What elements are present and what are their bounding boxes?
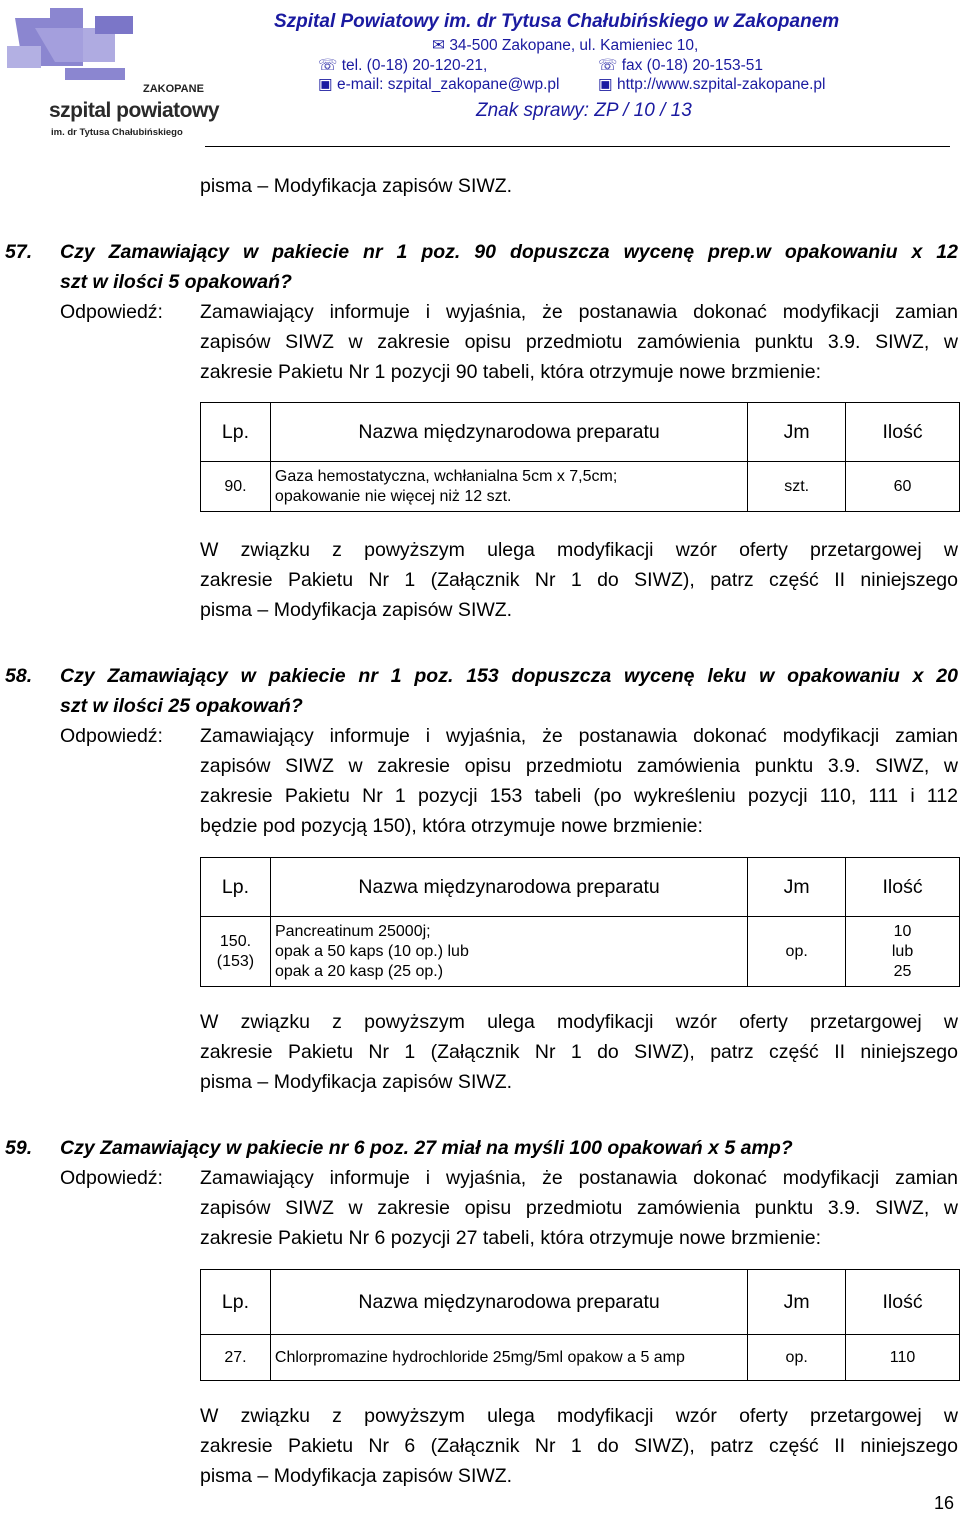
hospital-name: Szpital Powiatowy im. dr Tytusa Chałubińskiego w Zakopanem: [274, 11, 840, 32]
answer-text: Zamawiający informuje i wyjaśnia, że postanawia dokonać modyfikacji zamian: [200, 301, 958, 323]
case-reference: Znak sprawy: ZP / 10 / 13: [476, 100, 692, 121]
closing-text: pisma – Modyfikacja zapisów SIWZ.: [200, 599, 513, 621]
row-name: [270, 462, 747, 512]
row-name-line: Pancreatinum 25000j;: [274, 922, 431, 940]
row-unit: szt.: [748, 462, 846, 512]
answer-text: zapisów SIWZ w zakresie opisu przedmiotu zamówienia punktu 3.9. SIWZ, w: [200, 331, 958, 353]
closing-text: zakresie Pakietu Nr 1 (Załącznik Nr 1 do SIWZ), patrz część II niniejszego: [200, 1041, 958, 1063]
closing-text: W związku z powyższym ulega modyfikacji wzór oferty przetargowej w: [200, 539, 958, 561]
row-name-line: Gaza hemostatyczna, wchłanialna 5cm x 7,5cm;: [274, 467, 618, 485]
row-lp: [201, 917, 271, 987]
col-header-lp: Lp.: [201, 403, 271, 462]
answer-text: Zamawiający informuje i wyjaśnia, że postanawia dokonać modyfikacji zamian: [200, 725, 958, 747]
row-lp: 90.: [201, 462, 271, 512]
question-number: 58.: [5, 665, 33, 687]
answer-text: zapisów SIWZ w zakresie opisu przedmiotu zamówienia punktu 3.9. SIWZ, w: [200, 755, 958, 777]
col-header-name: Nazwa międzynarodowa preparatu: [270, 403, 747, 462]
answer-text: zakresie Pakietu Nr 1 pozycji 153 tabeli (po wykreśleniu pozycji 110, 111 i 112: [200, 785, 958, 807]
col-header-qty: Ilość: [846, 1270, 960, 1335]
row-qty: [846, 917, 960, 987]
col-header-qty: Ilość: [846, 858, 960, 917]
phone-icon: ☏: [318, 57, 338, 74]
closing-text: W związku z powyższym ulega modyfikacji wzór oferty przetargowej w: [200, 1011, 958, 1033]
question-number: 59.: [5, 1137, 33, 1159]
question-text: szt w ilości 25 opakowań?: [60, 695, 303, 717]
answer-label: Odpowiedź:: [60, 725, 163, 747]
col-header-lp: Lp.: [201, 858, 271, 917]
row-name: [270, 917, 747, 987]
answer-text: zapisów SIWZ w zakresie opisu przedmiotu zamówienia punktu 3.9. SIWZ, w: [200, 1197, 958, 1219]
col-header-qty: Ilość: [846, 403, 960, 462]
row-lp-line: (153): [216, 952, 255, 970]
answer-text: zakresie Pakietu Nr 1 pozycji 90 tabeli, która otrzymuje nowe brzmienie:: [200, 361, 822, 383]
logo-subtitle: im. dr Tytusa Chałubińskiego: [51, 127, 183, 138]
email-link[interactable]: szpital_zakopane@wp.pl: [387, 76, 560, 93]
row-qty-line: 25: [893, 962, 912, 980]
address-line: [432, 36, 698, 55]
website-link[interactable]: http://www.szpital-zakopane.pl: [616, 76, 826, 93]
fax-icon: ☏: [598, 57, 618, 74]
website-line: [598, 75, 825, 94]
closing-text: pisma – Modyfikacja zapisów SIWZ.: [200, 1465, 513, 1487]
col-header-name: Nazwa międzynarodowa preparatu: [270, 858, 747, 917]
row-unit: op.: [748, 1335, 846, 1381]
envelope-icon: ✉: [432, 37, 445, 54]
row-qty: 110: [846, 1335, 960, 1381]
computer-icon: ▣: [318, 76, 333, 93]
answer-text: Zamawiający informuje i wyjaśnia, że postanawia dokonać modyfikacji zamian: [200, 1167, 958, 1189]
email-line: [318, 75, 560, 94]
row-name-line: opak a 20 kasp (25 op.): [274, 962, 444, 980]
col-header-lp: Lp.: [201, 1270, 271, 1335]
fax: fax (0-18) 20-153-51: [621, 57, 764, 74]
page-number: 16: [934, 1493, 955, 1513]
address: 34-500 Zakopane, ul. Kamieniec 10,: [449, 37, 699, 54]
question-text: Czy Zamawiający w pakiecie nr 1 poz. 90 dopuszcza wycenę prep.w opakowaniu x 12: [60, 241, 958, 263]
closing-text: zakresie Pakietu Nr 6 (Załącznik Nr 1 do SIWZ), patrz część II niniejszego: [200, 1435, 958, 1457]
row-lp: 27.: [201, 1335, 271, 1381]
product-table: [200, 857, 960, 987]
answer-label: Odpowiedź:: [60, 1167, 163, 1189]
row-unit: op.: [748, 917, 846, 987]
logo-name: szpital powiatowy: [49, 99, 220, 122]
row-name: Chlorpromazine hydrochloride 25mg/5ml opakow a 5 amp: [270, 1335, 747, 1381]
col-header-unit: Jm: [748, 858, 846, 917]
row-name-line: opakowanie nie więcej niż 12 szt.: [274, 487, 512, 505]
fax-line: [598, 56, 763, 75]
question-text: Czy Zamawiający w pakiecie nr 1 poz. 153 dopuszcza wycenę leku w opakowaniu x 20: [60, 665, 958, 687]
intro-tail: pisma – Modyfikacja zapisów SIWZ.: [200, 175, 513, 197]
phone: tel. (0-18) 20-120-21,: [341, 57, 488, 74]
hospital-logo: [5, 6, 225, 146]
answer-text: będzie pod pozycją 150), która otrzymuje nowe brzmienie:: [200, 815, 703, 837]
row-qty-line: 10: [893, 922, 912, 940]
closing-text: pisma – Modyfikacja zapisów SIWZ.: [200, 1071, 513, 1093]
question-text: szt w ilości 5 opakowań?: [60, 271, 292, 293]
row-qty: 60: [846, 462, 960, 512]
col-header-unit: Jm: [748, 403, 846, 462]
product-table: [200, 1269, 960, 1381]
email-label: e-mail:: [336, 76, 384, 93]
answer-label: Odpowiedź:: [60, 301, 163, 323]
header-divider: [205, 146, 950, 147]
closing-text: zakresie Pakietu Nr 1 (Załącznik Nr 1 do SIWZ), patrz część II niniejszego: [200, 569, 958, 591]
col-header-name: Nazwa międzynarodowa preparatu: [270, 1270, 747, 1335]
computer-icon: ▣: [598, 76, 613, 93]
logo-town: ZAKOPANE: [143, 83, 204, 95]
product-table: [200, 402, 960, 512]
answer-text: zakresie Pakietu Nr 6 pozycji 27 tabeli, która otrzymuje nowe brzmienie:: [200, 1227, 822, 1249]
col-header-unit: Jm: [748, 1270, 846, 1335]
row-lp-line: 150.: [219, 932, 252, 950]
phone-line: [318, 56, 487, 75]
question-number: 57.: [5, 241, 33, 263]
closing-text: W związku z powyższym ulega modyfikacji wzór oferty przetargowej w: [200, 1405, 958, 1427]
row-name-line: opak a 50 kaps (10 op.) lub: [274, 942, 469, 960]
row-qty-line: lub: [891, 942, 914, 960]
question-text: Czy Zamawiający w pakiecie nr 6 poz. 27 miał na myśli 100 opakowań x 5 amp?: [60, 1137, 793, 1159]
